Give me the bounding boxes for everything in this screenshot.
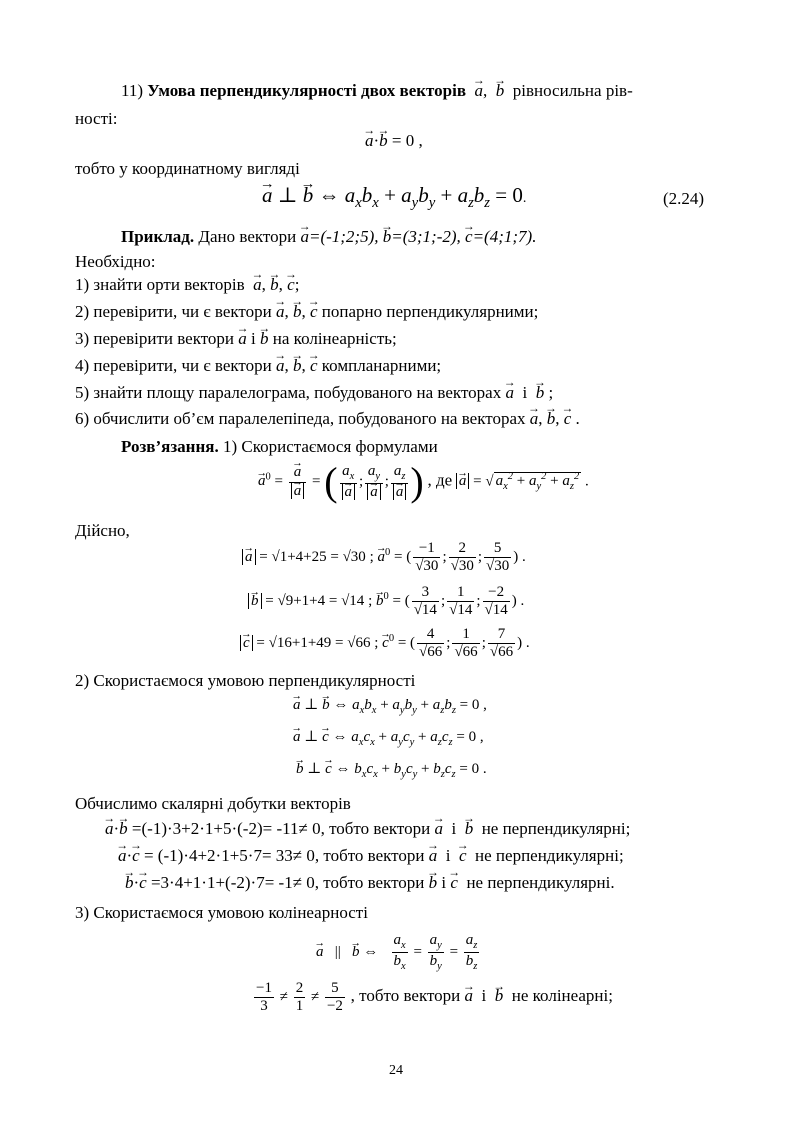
section-title-rest: рівносильна рів- [512,81,633,100]
dot-ab-result: не перпендикулярні; [481,819,631,838]
equation-number: (2.24) [663,189,705,208]
perp-ac: → a ⊥ → c ⇔ $a_xc_x + a_yc_y + a_zc_z = 0$ , [293,730,484,749]
norm-a: √1+4+25 = √30 [271,549,366,566]
perp-coord-formula: → a ⊥ → b ⇔ $a_xb_x + a_yb_y + a_zb_z = 0$. [262,185,526,211]
task-6-text: 6) обчислити об’єм паралелепіпеда, побудованого на векторах [75,409,526,428]
task-5: 5) знайти площу паралелограма, побудованого на векторах → a і → b ; [75,384,553,401]
task-2-text-end: попарно перпендикулярними; [321,302,539,321]
norm-c: √16+1+49 = √66 [268,635,371,652]
dot-bc-line: → b·→ c =3·4+1·1+(-2)·7= -1≠ 0, тобто вектори → b і → c не перпендикулярні. [125,874,615,891]
example-line: Приклад. Дано вектори → a=(-1;2;5), → b=(3;1;-2), → c=(4;1;7). [121,228,536,245]
unit-b-line: → b = √9+1+4 = √14 ; → $b^0$ = ( $\frac{3}{√14}$ ; $\frac{1}{√14}$ ; $\frac{-2}{√14}$ ) . [248,584,524,620]
perp-ab: → a ⊥ → b ⇔ $a_xb_x + a_yb_y + a_zb_z = 0$ , [293,698,487,717]
example-label: Приклад. [121,227,195,246]
task-5-text: 5) знайти площу паралелограма, побудованого на векторах [75,383,502,402]
task-2: 2) перевірити, чи є вектори → a, → b, → c попарно перпендикулярними; [75,303,538,320]
task-5-and: і [522,383,528,402]
coord-view-text: тобто у координатному вигляді [75,159,300,178]
colin-condition: → a || → b ⇔ $\frac{a_x}{b_x}$ = $\frac{a_y}{b_y}$ = $\frac{a_z}{b_z}$ [316,932,481,973]
norm-b: √9+1+4 = √14 [277,593,365,610]
task-1-text: 1) знайти орти векторів [75,275,245,294]
colin-result-end: не колінеарні; [511,986,613,1006]
section-title: Умова перпендикулярності двох векторів [147,81,467,100]
dot-bc-result: не перпендикулярні. [466,873,615,892]
task-4: 4) перевірити, чи є вектори → a, → b, → c компланарними; [75,357,441,374]
dot-ac-value: = (-1)·4+2·1+5·7= 33≠ 0, тобто вектори [143,846,425,865]
vector-c-value: =(4;1;7). [472,227,537,246]
dot-ac-result: не перпендикулярні; [475,846,624,865]
unit-a-line: → a = √1+4+25 = √30 ; → $a^0$ = ( $\frac{-1}{√30}$ ; $\frac{2}{√30}$ ; $\frac{5}{√30}$ ) . [242,540,526,576]
task-4-text-end: компланарними; [321,356,442,375]
unit-c-line: → c = √16+1+49 = √66 ; → $c^0$ = ( $\frac{4}{√66}$ ; $\frac{1}{√66}$ ; $\frac{7}{√66}$ ) . [240,626,530,662]
task-3-and: і [251,329,256,348]
solution-text: 1) Скористаємося формулами [222,437,438,456]
vector-a-value: =(-1;2;5), [308,227,379,246]
necessary-label: Необхідно: [75,252,156,271]
page-number: 24 [389,1063,403,1078]
colin-check: $\frac{-1}{3}$ ≠ $\frac{2}{1}$ ≠ $\frac{5}{-2}$ , тобто вектори → a і → b не колінеарні; [252,980,613,1016]
compute-dot-text: Обчислимо скалярні добутки векторів [75,794,351,813]
task-3: 3) перевірити вектори → a і → b на колінеарність; [75,330,397,347]
task-3-text: 3) перевірити вектори [75,329,235,348]
vector-b-value: =(3;1;-2), [391,227,461,246]
dot-product-equation: → a·→ b = 0 , [365,132,423,149]
example-text: Дано вектори [198,227,297,246]
solution-line [121,438,438,455]
task-4-text: 4) перевірити, чи є вектори [75,356,272,375]
section-number: 11) [121,81,144,100]
task-1: 1) знайти орти векторів → a, → b, → c; [75,276,299,293]
dot-ac-line: → a·→ c = (-1)·4+2·1+5·7= 33≠ 0, тобто вектори → a і → c не перпендикулярні; [118,847,624,864]
dot-bc-value: =3·4+1·1+(-2)·7= -1≠ 0, тобто вектори [150,873,425,892]
task-6: 6) обчислити об’єм паралелепіпеда, побудованого на векторах → a, → b, → c . [75,410,580,427]
unit-vector-formula: → $a^0$ = → a → a = ( $a_x$ → a ; $a_y$ → a ; $a_z$ → a ) , де → a = √ $a_x^2 + a_y^2 + a_z^2$ . [258,462,589,502]
where-text: , де [427,470,453,490]
perp-bc: → b ⊥ → c ⇔ $b_xc_x + b_yc_y + b_zc_z = 0$ . [296,762,487,781]
section-11-cont: ності: [75,109,118,128]
task-2-text: 2) перевірити, чи є вектори [75,302,272,321]
dot-ab-line: → a·→ b =(-1)·3+2·1+5·(-2)= -11≠ 0, тобто вектори → a і → b не перпендикулярні; [105,820,630,837]
section-11-heading: 11) Умова перпендикулярності двох векторів → a, → b рівносильна рів- [121,82,633,99]
perp-use-text: 2) Скористаємося умовою перпендикулярності [75,671,416,690]
solution-label: Розв’язання. [121,437,219,456]
colin-result-text: , тобто вектори [350,986,461,1006]
task-3-text-end: на колінеарність; [272,329,397,348]
indeed-label: Дійсно, [75,521,130,540]
colin-use-text: 3) Скористаємося умовою колінеарності [75,903,368,922]
dot-ab-value: =(-1)·3+2·1+5·(-2)= -11≠ 0, тобто вектори [131,819,431,838]
